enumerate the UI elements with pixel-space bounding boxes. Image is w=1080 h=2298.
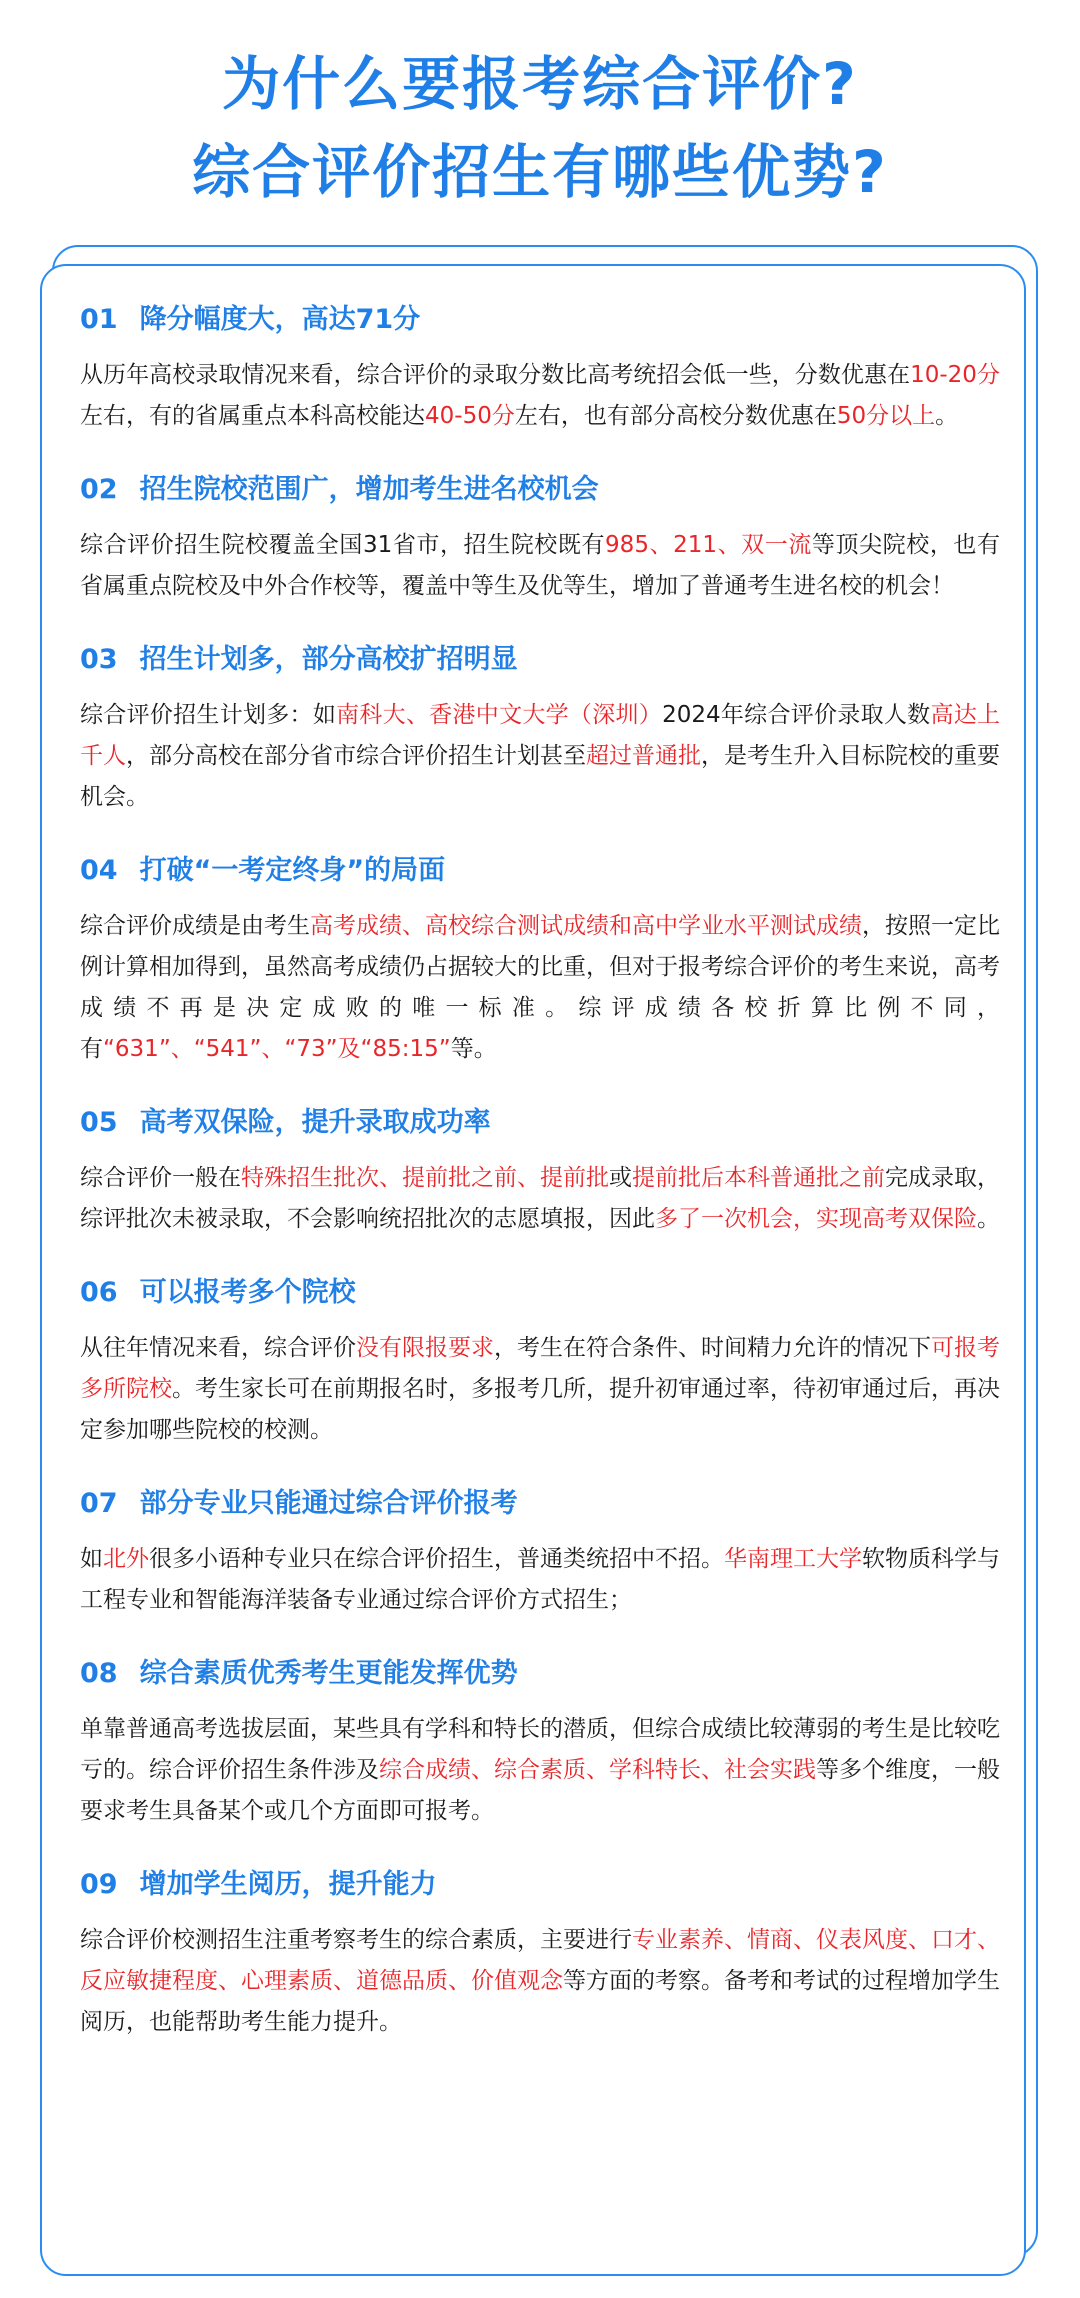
section-title (80, 1654, 1000, 1694)
highlight-text: 提前批后本科普通批之前 (632, 1165, 885, 1191)
section-heading-text: 招生计划多，部分高校扩招明显 (139, 644, 518, 675)
body-text: 综合评价招生计划多：如 (80, 702, 337, 728)
highlight-text: “631”、“541”、“73”及“85:15” (103, 1036, 451, 1062)
highlight-text: 北外 (103, 1546, 149, 1572)
section-number: 07 (80, 1488, 118, 1519)
body-text: 综合评价一般在 (80, 1165, 241, 1191)
section-heading-text: 部分专业只能通过综合评价报考 (139, 1488, 518, 1519)
section-body (80, 525, 1000, 607)
highlight-text: 高达上千人 (80, 702, 1001, 769)
section-title (80, 640, 1000, 680)
body-text: 从往年情况来看，综合评价 (80, 1335, 356, 1361)
body-text: 综合评价成绩是由考生 (80, 913, 310, 939)
highlight-text: 高考成绩、高校综合测试成绩和高中学业水平测试成绩 (310, 913, 862, 939)
highlight-text: 南科大、香港中文大学（深圳） (336, 702, 663, 728)
section-number: 06 (80, 1277, 118, 1308)
highlight-text: 可报考多所院校 (80, 1335, 1000, 1402)
section-title (80, 470, 1000, 510)
section-heading-text: 招生院校范围广，增加考生进名校机会 (139, 474, 599, 505)
body-text: 从历年高校录取情况来看，综合评价的录取分数比高考统招会低一些，分数优惠在 (80, 362, 911, 388)
body-text: 左右，有的省属重点本科高校能达 (80, 403, 425, 429)
section-body (80, 355, 1000, 437)
body-text: 完成录取，综评批次未被录取，不会影响统招批次的志愿填报，因此 (80, 1165, 1000, 1232)
advantage-section (80, 1654, 1000, 1832)
section-number: 04 (80, 855, 118, 886)
highlight-text: 专业素养、情商、仪表风度、口才、反应敏捷程度、心理素质、道德品质、价值观念 (80, 1927, 1000, 1994)
section-heading-text: 增加学生阅历，提升能力 (139, 1869, 437, 1900)
body-text: 等多个维度，一般要求考生具备某个或几个方面即可报考。 (80, 1757, 1000, 1824)
highlight-text: 985、211、双一流 (605, 532, 812, 558)
advantage-section (80, 851, 1000, 1070)
page-subtitle: 综合评价招生有哪些优势? (192, 138, 888, 206)
body-text: 。 (935, 403, 959, 429)
section-heading-text: 打破“一考定终身”的局面 (139, 855, 446, 886)
section-heading-text: 高考双保险，提升录取成功率 (139, 1107, 491, 1138)
body-text: ，按照一定比例计算相加得到，虽然高考成绩仍占据较大的比重，但对于报考综合评价的考生来说，高考成绩不再是决定成败的唯一标准。综评成绩各校折算比例不同，有 (80, 913, 1000, 1062)
highlight-text: 10-20分 (910, 362, 1001, 388)
section-title (80, 1273, 1000, 1313)
body-text: 等方面的考察。备考和考试的过程增加学生阅历，也能帮助考生能力提升。 (80, 1968, 1000, 2035)
advantage-section (80, 300, 1000, 437)
section-body (80, 695, 1000, 818)
section-body (80, 906, 1000, 1070)
highlight-text: 特殊招生批次、提前批之前、提前批 (241, 1165, 609, 1191)
section-title (80, 851, 1000, 891)
body-text: ，部分高校在部分省市综合评价招生计划甚至 (126, 743, 586, 769)
body-text: 如 (80, 1546, 103, 1572)
advantage-section (80, 1273, 1000, 1451)
section-body (80, 1539, 1000, 1621)
body-text: 或 (609, 1165, 632, 1191)
section-title (80, 300, 1000, 340)
page-title: 为什么要报考综合评价? (222, 50, 858, 118)
highlight-text: 华南理工大学 (724, 1546, 862, 1572)
body-text: 等顶尖院校，也有省属重点院校及中外合作校等，覆盖中等生及优等生，增加了普通考生进名校的机会！ (80, 532, 1000, 599)
body-text: 。考生家长可在前期报名时，多报考几所，提升初审通过率，待初审通过后，再决定参加哪些院校的校测。 (80, 1376, 1000, 1443)
section-body (80, 1328, 1000, 1451)
section-heading-text: 综合素质优秀考生更能发挥优势 (139, 1658, 518, 1689)
advantage-section (80, 1865, 1000, 2043)
body-text: 左右，也有部分高校分数优惠在 (514, 403, 837, 429)
section-body (80, 1920, 1000, 2043)
section-title (80, 1865, 1000, 1905)
highlight-text: 50分以上 (836, 403, 936, 429)
section-number: 09 (80, 1869, 118, 1900)
highlight-text: 综合成绩、综合素质、学科特长、社会实践 (379, 1757, 816, 1783)
section-number: 08 (80, 1658, 118, 1689)
advantage-section (80, 1103, 1000, 1240)
body-text: 综合评价校测招生注重考察考生的综合素质，主要进行 (80, 1927, 632, 1953)
section-title (80, 1103, 1000, 1143)
body-text: ，考生在符合条件、时间精力允许的情况下 (494, 1335, 931, 1361)
body-text: ，是考生升入目标院校的重要机会。 (80, 743, 1000, 810)
body-text: 很多小语种专业只在综合评价招生，普通类统招中不招。 (149, 1546, 724, 1572)
section-number: 02 (80, 474, 118, 505)
body-text: 等。 (450, 1036, 497, 1062)
highlight-text: 40-50分 (425, 403, 515, 429)
section-body (80, 1158, 1000, 1240)
section-heading-text: 可以报考多个院校 (139, 1277, 356, 1308)
highlight-text: 超过普通批 (586, 743, 701, 769)
section-number: 05 (80, 1107, 118, 1138)
body-text: 2024年综合评价录取人数 (662, 702, 931, 728)
advantage-section (80, 1484, 1000, 1621)
body-text: 单靠普通高考选拔层面，某些具有学科和特长的潜质，但综合成绩比较薄弱的考生是比较吃亏的。综合评价招生条件涉及 (80, 1716, 1000, 1783)
section-title (80, 1484, 1000, 1524)
body-text: 软物质科学与工程专业和智能海洋装备专业通过综合评价方式招生； (80, 1546, 1000, 1613)
section-number: 01 (80, 304, 118, 335)
highlight-text: 多了一次机会，实现高考双保险 (655, 1206, 977, 1232)
advantage-section (80, 640, 1000, 818)
advantages-list (80, 300, 1000, 2076)
body-text: 。 (977, 1206, 1000, 1232)
section-body (80, 1709, 1000, 1832)
section-heading-text: 降分幅度大，高达71分 (139, 304, 421, 335)
section-number: 03 (80, 644, 118, 675)
advantage-section (80, 470, 1000, 607)
highlight-text: 没有限报要求 (356, 1335, 494, 1361)
body-text: 综合评价招生院校覆盖全国31省市，招生院校既有 (80, 532, 606, 558)
